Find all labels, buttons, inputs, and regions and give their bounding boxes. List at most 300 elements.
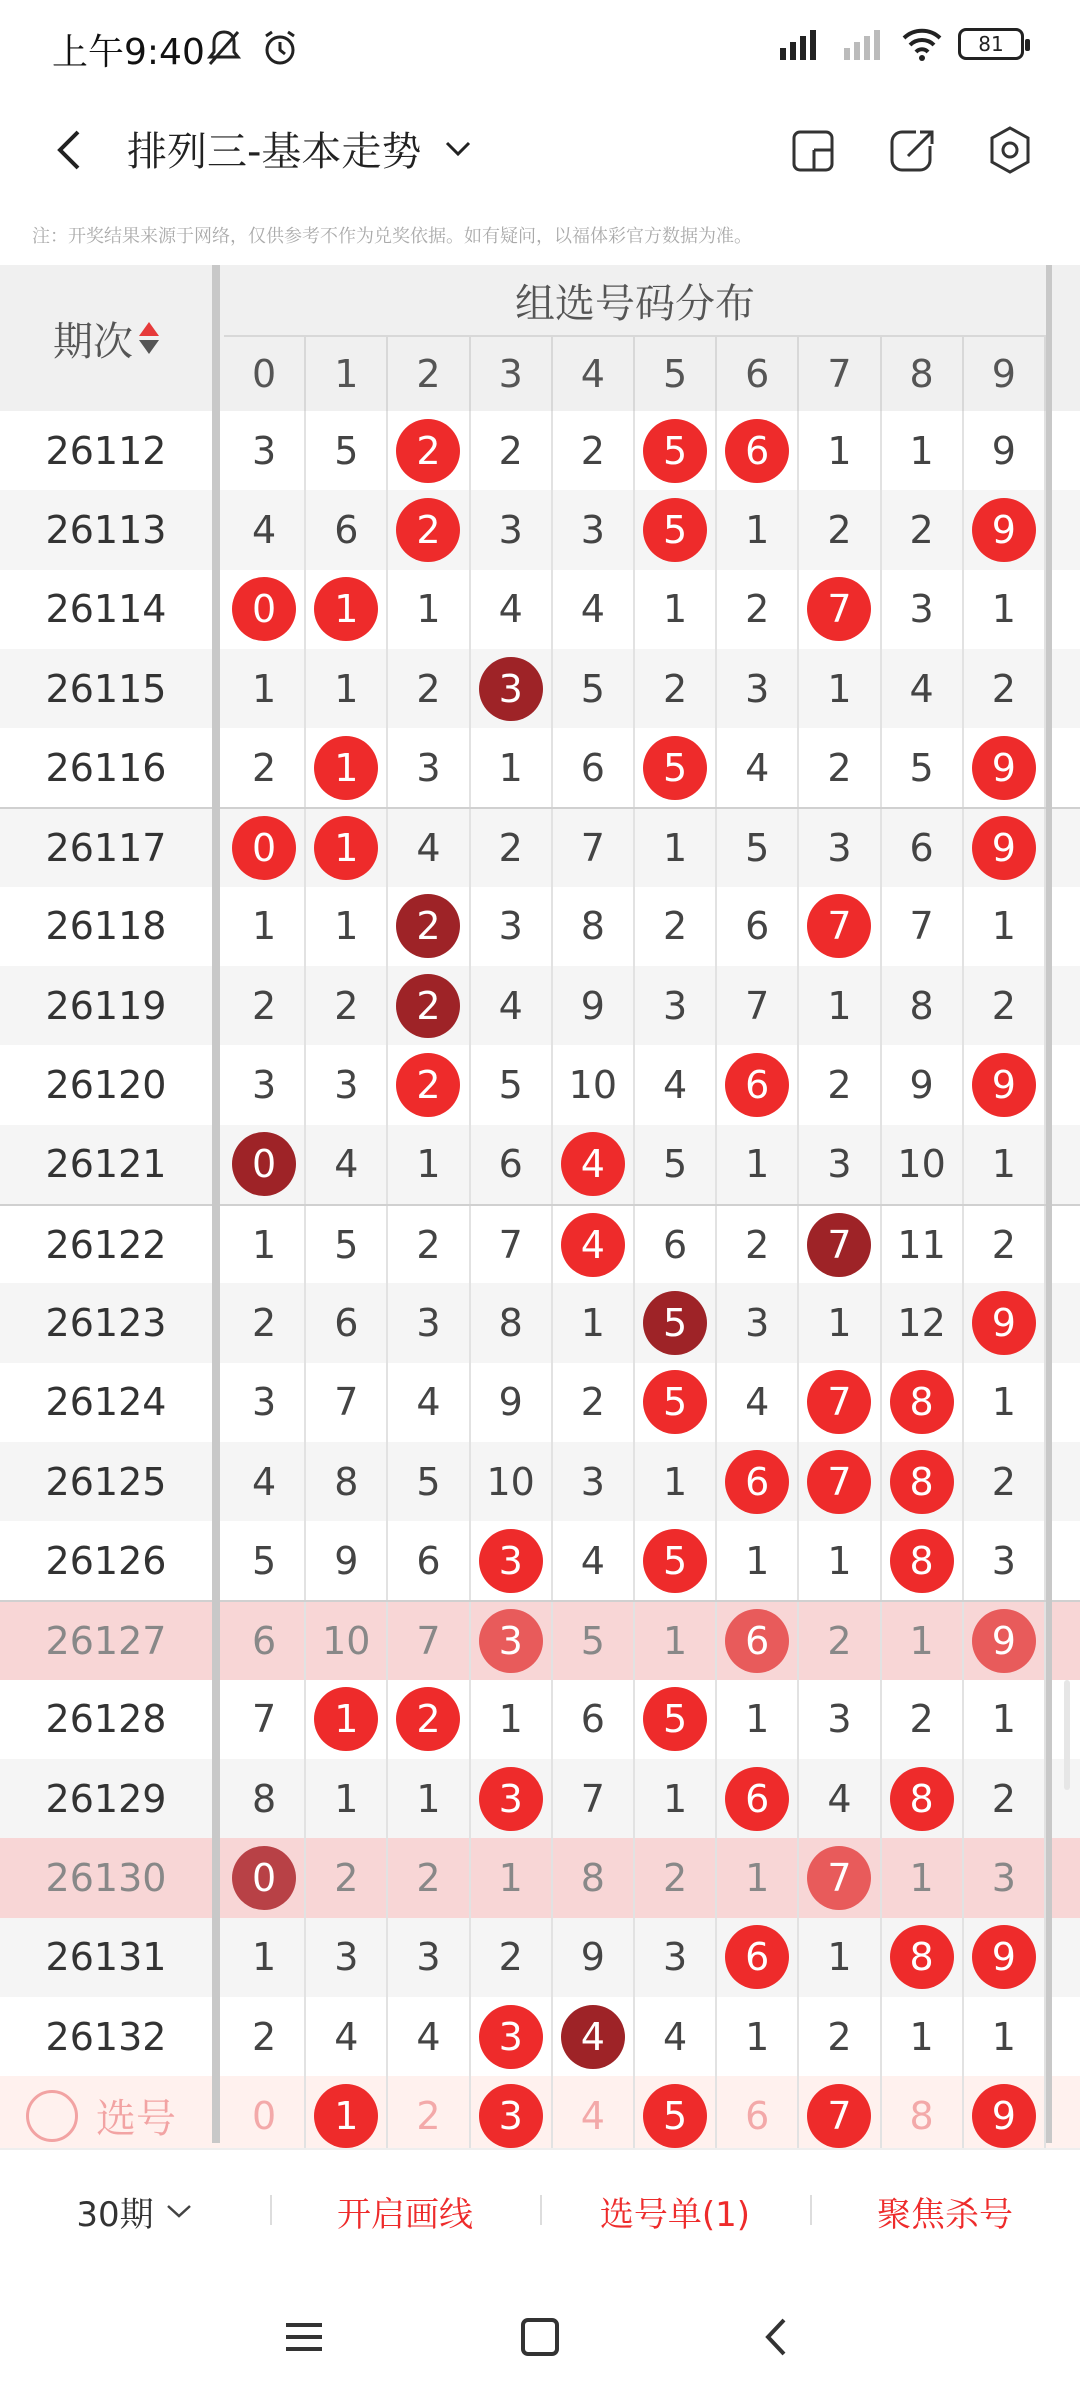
- digit-cell: [635, 1680, 717, 1759]
- focus-kill-button[interactable]: 聚焦杀号: [810, 2187, 1080, 2236]
- period-number: 26117: [45, 826, 167, 871]
- digit-cell: 1: [471, 1838, 553, 1917]
- digit-cell: 2: [635, 1838, 717, 1917]
- chevron-down-icon: [443, 139, 473, 159]
- digit-cell: 8: [553, 887, 635, 966]
- table-row[interactable]: [0, 1125, 1080, 1204]
- share-icon[interactable]: [882, 120, 942, 180]
- number-ball: 9: [972, 1609, 1036, 1673]
- digit-cell: 1: [306, 1759, 388, 1838]
- digit-cell: 7: [471, 1206, 553, 1283]
- digit-cell: 1: [882, 1997, 964, 2076]
- digit-cell: [717, 1045, 799, 1124]
- digit-cell: 1: [388, 570, 470, 649]
- digit-cell: 3: [553, 490, 635, 569]
- pick-row[interactable]: [0, 2076, 1080, 2155]
- digit-cell: 5: [553, 1602, 635, 1679]
- table-row[interactable]: [0, 1997, 1080, 2076]
- digit-cell: 6: [553, 1680, 635, 1759]
- number-ball: 2: [396, 498, 460, 562]
- digit-cell: [635, 1521, 717, 1600]
- settings-icon[interactable]: [980, 120, 1040, 180]
- number-ball: 2: [396, 974, 460, 1038]
- digit-cell: 3: [388, 728, 470, 807]
- digit-cell: 2: [964, 1759, 1046, 1838]
- digit-cell: 1: [717, 1997, 799, 2076]
- digit-cell[interactable]: [635, 2076, 717, 2155]
- digit-cell: 7: [553, 809, 635, 886]
- digit-cell: 5: [388, 1442, 470, 1521]
- digit-cell: [388, 966, 470, 1045]
- digit-cell: 1: [799, 1521, 881, 1600]
- digit-cell: [964, 1045, 1046, 1124]
- period-number: 26132: [45, 2014, 167, 2059]
- digit-cell: 10: [553, 1045, 635, 1124]
- number-ball: 4: [561, 1213, 625, 1277]
- column-divider: [212, 265, 220, 2143]
- digit-cell: 3: [635, 966, 717, 1045]
- digit-header-2: 2: [388, 337, 470, 411]
- number-ball: 7: [807, 1213, 871, 1277]
- digit-cell: 5: [717, 809, 799, 886]
- number-ball: 1: [314, 1687, 378, 1751]
- digit-cell: [799, 1206, 881, 1283]
- digit-cell: 2: [882, 1680, 964, 1759]
- app-header: [0, 100, 1080, 200]
- pick-list-button[interactable]: 选号单(1): [540, 2187, 810, 2236]
- number-ball: 5: [643, 1687, 707, 1751]
- digit-cell: 4: [388, 1997, 470, 2076]
- number-ball: 8: [890, 1450, 954, 1514]
- digit-cell: 4: [553, 1521, 635, 1600]
- digit-cell: [964, 1283, 1046, 1362]
- digit-cell: 7: [388, 1602, 470, 1679]
- digit-cell: 1: [717, 1680, 799, 1759]
- digit-cell: [471, 1602, 553, 1679]
- digit-cell: 2: [388, 1206, 470, 1283]
- digit-cell: 4: [882, 649, 964, 728]
- digit-cell: 1: [471, 728, 553, 807]
- number-ball: 0: [232, 577, 296, 641]
- digit-cell: 2: [471, 1918, 553, 1997]
- period-number: 26127: [45, 1619, 167, 1664]
- digit-cell: 6: [388, 1521, 470, 1600]
- digit-cell: 3: [224, 411, 306, 490]
- digit-cell: 4: [717, 728, 799, 807]
- digit-cell: [224, 1838, 306, 1917]
- number-ball: 9: [972, 1925, 1036, 1989]
- digit-cell: [799, 1363, 881, 1442]
- digit-header-6: 6: [717, 337, 799, 411]
- digit-cell: 1: [717, 490, 799, 569]
- digit-header-4: 4: [553, 337, 635, 411]
- table-row[interactable]: [0, 1600, 1080, 1679]
- digit-cell: 11: [882, 1206, 964, 1283]
- number-ball: 2: [396, 1053, 460, 1117]
- digit-cell: 1: [635, 1759, 717, 1838]
- period-number: 26119: [45, 983, 167, 1028]
- number-ball: 5: [643, 498, 707, 562]
- period-number: 26123: [45, 1300, 167, 1345]
- table-row[interactable]: [0, 1442, 1080, 1521]
- digit-cell[interactable]: [964, 2076, 1046, 2155]
- table-row[interactable]: [0, 1521, 1080, 1600]
- digit-cell: 6: [635, 1206, 717, 1283]
- digit-header-1: 1: [306, 337, 388, 411]
- number-ball: 1: [314, 816, 378, 880]
- digit-cell: [635, 1283, 717, 1362]
- number-ball: 6: [725, 1609, 789, 1673]
- number-ball: 7: [807, 894, 871, 958]
- digit-cell: 3: [471, 490, 553, 569]
- digit-cell: [471, 1521, 553, 1600]
- digit-cell: 1: [882, 1838, 964, 1917]
- digit-cell[interactable]: [306, 2076, 388, 2155]
- number-ball: 7: [807, 577, 871, 641]
- table-row[interactable]: [0, 411, 1080, 490]
- digit-cell: 3: [964, 1521, 1046, 1600]
- digit-cell: 1: [306, 649, 388, 728]
- digit-cell: 10: [882, 1125, 964, 1204]
- draw-lines-button[interactable]: 开启画线: [270, 2187, 540, 2236]
- table-row[interactable]: [0, 1838, 1080, 1917]
- digit-cell: [717, 1759, 799, 1838]
- period-number: 26114: [45, 587, 167, 632]
- radio-circle-icon[interactable]: [26, 2090, 78, 2142]
- table-row[interactable]: [0, 570, 1080, 649]
- number-ball: 6: [725, 419, 789, 483]
- digit-cell: 1: [471, 1680, 553, 1759]
- number-ball: 5: [643, 1529, 707, 1593]
- digit-cell: 2: [964, 966, 1046, 1045]
- digit-cell: 4: [306, 1997, 388, 2076]
- period-number: 26130: [45, 1855, 167, 1900]
- digit-cell: [799, 887, 881, 966]
- table-row[interactable]: [0, 1759, 1080, 1838]
- digit-cell: [635, 411, 717, 490]
- digit-cell: 3: [717, 1283, 799, 1362]
- digit-header-7: 7: [799, 337, 881, 411]
- alarm-icon: [260, 28, 300, 68]
- digit-cell: 9: [553, 966, 635, 1045]
- digit-cell: 6: [306, 490, 388, 569]
- digit-cell: 2: [799, 728, 881, 807]
- digit-cell: 1: [799, 966, 881, 1045]
- digit-cell: [882, 1363, 964, 1442]
- digit-cell: 1: [882, 411, 964, 490]
- digit-cell: 5: [306, 1206, 388, 1283]
- number-ball: 9: [972, 1053, 1036, 1117]
- digit-cell: 6: [717, 887, 799, 966]
- digit-cell: [388, 411, 470, 490]
- digit-cell: [964, 1918, 1046, 1997]
- number-ball: 5: [643, 419, 707, 483]
- digit-cell: 1: [553, 1283, 635, 1362]
- digit-cell: 2: [471, 411, 553, 490]
- digit-cell: [717, 1602, 799, 1679]
- wifi-icon: [900, 26, 944, 62]
- number-ball: 5: [643, 1291, 707, 1355]
- digit-cell[interactable]: [471, 2076, 553, 2155]
- signal-icon: [842, 26, 886, 62]
- digit-cell: 1: [799, 411, 881, 490]
- digit-cell: 9: [471, 1363, 553, 1442]
- number-ball: 6: [725, 1053, 789, 1117]
- digit-cell: 2: [964, 1442, 1046, 1521]
- sort-icon: [139, 322, 159, 354]
- number-ball: 8: [890, 1370, 954, 1434]
- digit-header-9: 9: [964, 337, 1046, 411]
- digit-cell: 1: [964, 570, 1046, 649]
- digit-cell: 4: [799, 1759, 881, 1838]
- page-title: 排列三-基本走势: [127, 129, 422, 175]
- digit-cell: 2: [635, 649, 717, 728]
- digit-cell: 6: [553, 728, 635, 807]
- period-number: 26131: [45, 1935, 167, 1980]
- digit-cell: [471, 649, 553, 728]
- digit-cell: 4: [306, 1125, 388, 1204]
- table-row[interactable]: [0, 807, 1080, 886]
- number-ball: 4: [561, 1132, 625, 1196]
- number-ball: 3: [479, 657, 543, 721]
- table-row[interactable]: [0, 1283, 1080, 1362]
- digit-cell: 8: [306, 1442, 388, 1521]
- period-number: 26122: [45, 1222, 167, 1267]
- table-header: [0, 265, 1080, 411]
- period-number: 26118: [45, 904, 167, 949]
- number-ball: 9: [972, 736, 1036, 800]
- digit-cell: 2: [553, 411, 635, 490]
- period-number: 26129: [45, 1776, 167, 1821]
- table-row[interactable]: [0, 1045, 1080, 1124]
- digit-cell: 8: [224, 1759, 306, 1838]
- period-number: 26116: [45, 745, 167, 790]
- digit-cell: 12: [882, 1283, 964, 1362]
- digit-cell: [964, 490, 1046, 569]
- digit-cell: 4: [471, 570, 553, 649]
- digit-cell: 2: [553, 1363, 635, 1442]
- trend-table: [0, 265, 1080, 2156]
- digit-header-row: [224, 337, 1046, 411]
- table-row[interactable]: [0, 649, 1080, 728]
- digit-cell: [964, 728, 1046, 807]
- digit-cell: 1: [388, 1125, 470, 1204]
- split-screen-icon[interactable]: [784, 120, 844, 180]
- digit-cell[interactable]: [799, 2076, 881, 2155]
- table-row[interactable]: [0, 1918, 1080, 1997]
- digit-cell: 2: [306, 966, 388, 1045]
- number-ball: 8: [890, 1925, 954, 1989]
- digit-cell: [471, 1997, 553, 2076]
- digit-cell: 1: [306, 887, 388, 966]
- digit-cell: 3: [799, 809, 881, 886]
- digit-cell: 6: [471, 1125, 553, 1204]
- number-ball: 8: [890, 1529, 954, 1593]
- digit-cell: 2: [635, 887, 717, 966]
- number-ball: 5: [643, 736, 707, 800]
- digit-cell: 3: [799, 1680, 881, 1759]
- digit-cell: 1: [964, 1125, 1046, 1204]
- table-body: [0, 411, 1080, 2156]
- digit-cell: 4: [224, 1442, 306, 1521]
- column-divider: [1046, 265, 1052, 2143]
- digit-header-5: 5: [635, 337, 717, 411]
- table-row[interactable]: [0, 1680, 1080, 1759]
- period-number: 26113: [45, 507, 167, 552]
- number-ball: 2: [396, 1687, 460, 1751]
- page-title-dropdown[interactable]: [127, 120, 473, 177]
- table-row[interactable]: [0, 966, 1080, 1045]
- digit-cell[interactable]: 2: [388, 2076, 470, 2155]
- digit-cell: [799, 570, 881, 649]
- number-ball: 7: [807, 1846, 871, 1910]
- digit-cell: [882, 1442, 964, 1521]
- signal-icon: [778, 26, 828, 62]
- digit-cell: 1: [224, 1206, 306, 1283]
- number-ball: 4: [561, 2005, 625, 2069]
- digit-cell: [717, 411, 799, 490]
- digit-cell: [882, 1521, 964, 1600]
- digit-cell: 2: [717, 570, 799, 649]
- digit-cell: 2: [224, 1283, 306, 1362]
- digit-cell: 4: [224, 490, 306, 569]
- digit-cell: 4: [553, 570, 635, 649]
- group-distribution-header: 组选号码分布: [224, 265, 1046, 337]
- number-ball: 9: [972, 1291, 1036, 1355]
- number-ball: 5: [643, 2084, 707, 2148]
- number-ball: 3: [479, 1767, 543, 1831]
- digit-cell: 1: [635, 809, 717, 886]
- digit-cell: [306, 1680, 388, 1759]
- period-number: 26124: [45, 1380, 167, 1425]
- digit-cell: 2: [799, 1602, 881, 1679]
- digit-cell: 4: [717, 1363, 799, 1442]
- digit-cell: 8: [471, 1283, 553, 1362]
- table-row[interactable]: [0, 887, 1080, 966]
- digit-cell: 1: [224, 649, 306, 728]
- digit-cell: 2: [224, 728, 306, 807]
- digit-cell: 6: [224, 1602, 306, 1679]
- table-row[interactable]: [0, 1204, 1080, 1283]
- digit-cell: 7: [306, 1363, 388, 1442]
- number-ball: 9: [972, 2084, 1036, 2148]
- number-ball: 3: [479, 2084, 543, 2148]
- digit-header-8: 8: [882, 337, 964, 411]
- period-column-header[interactable]: 期次: [0, 265, 212, 411]
- digit-cell: 3: [388, 1283, 470, 1362]
- digit-cell: 3: [882, 570, 964, 649]
- digit-cell: 6: [306, 1283, 388, 1362]
- digit-cell: 3: [388, 1918, 470, 1997]
- bottom-action-bar: [0, 2148, 1080, 2272]
- digit-cell: [224, 1125, 306, 1204]
- digit-cell: [717, 1918, 799, 1997]
- disclaimer-note: 注：开奖结果来源于网络，仅供参考不作为兑奖依据。如有疑问，以福体彩官方数据为准。: [32, 226, 752, 247]
- digit-cell: 2: [388, 649, 470, 728]
- digit-cell: 1: [799, 1283, 881, 1362]
- number-ball: 3: [479, 1609, 543, 1673]
- digit-cell: 1: [635, 1442, 717, 1521]
- digit-cell: 5: [471, 1045, 553, 1124]
- digit-cell: [635, 1363, 717, 1442]
- digit-cell: [717, 1442, 799, 1521]
- period-count-select[interactable]: 30期: [0, 2187, 270, 2236]
- digit-cell: 4: [471, 966, 553, 1045]
- digit-cell: 9: [306, 1521, 388, 1600]
- digit-cell: 4: [635, 1997, 717, 2076]
- digit-cell: 2: [799, 1997, 881, 2076]
- digit-cell: 10: [471, 1442, 553, 1521]
- digit-cell: 1: [964, 1680, 1046, 1759]
- digit-cell: [635, 728, 717, 807]
- digit-cell: 6: [882, 809, 964, 886]
- number-ball: 1: [314, 2084, 378, 2148]
- menu-icon[interactable]: [274, 2312, 334, 2362]
- period-number: 26126: [45, 1538, 167, 1583]
- digit-cell: 1: [882, 1602, 964, 1679]
- digit-cell: 8: [882, 966, 964, 1045]
- mute-icon: [206, 28, 242, 68]
- number-ball: 3: [479, 2005, 543, 2069]
- table-row[interactable]: [0, 1363, 1080, 1442]
- digit-cell: [553, 1997, 635, 2076]
- digit-header-3: 3: [471, 337, 553, 411]
- digit-cell: 3: [224, 1045, 306, 1124]
- back-arrow-icon[interactable]: [44, 122, 100, 178]
- digit-cell: 7: [717, 966, 799, 1045]
- pick-selector[interactable]: [26, 2076, 176, 2155]
- digit-cell[interactable]: 6: [717, 2076, 799, 2155]
- digit-cell: [306, 570, 388, 649]
- digit-cell: 2: [964, 649, 1046, 728]
- digit-cell: [306, 809, 388, 886]
- digit-cell: 1: [717, 1125, 799, 1204]
- nav-back-icon[interactable]: [748, 2312, 808, 2362]
- table-row[interactable]: [0, 490, 1080, 569]
- digit-cell: 3: [224, 1363, 306, 1442]
- digit-cell: 1: [964, 887, 1046, 966]
- digit-cell: 3: [717, 649, 799, 728]
- number-ball: 7: [807, 1370, 871, 1434]
- number-ball: 0: [232, 1132, 296, 1196]
- scrollbar[interactable]: [1064, 1680, 1070, 1790]
- number-ball: 6: [725, 1767, 789, 1831]
- digit-cell: 5: [553, 649, 635, 728]
- digit-cell: 1: [635, 570, 717, 649]
- digit-cell: [964, 809, 1046, 886]
- digit-cell: [471, 1759, 553, 1838]
- period-number: 26121: [45, 1142, 167, 1187]
- table-row[interactable]: [0, 728, 1080, 807]
- digit-cell: 2: [224, 1997, 306, 2076]
- home-icon[interactable]: [510, 2312, 570, 2362]
- battery-indicator: 81: [958, 28, 1024, 60]
- number-ball: 2: [396, 419, 460, 483]
- digit-cell: 3: [306, 1045, 388, 1124]
- digit-cell[interactable]: 0: [224, 2076, 306, 2155]
- digit-cell: [882, 1759, 964, 1838]
- digit-cell: 7: [224, 1680, 306, 1759]
- digit-cell: 10: [306, 1602, 388, 1679]
- period-number: 26128: [45, 1697, 167, 1742]
- number-ball: 5: [643, 1370, 707, 1434]
- status-time: 上午9:40: [52, 32, 205, 73]
- digit-cell: 7: [882, 887, 964, 966]
- digit-cell[interactable]: 8: [882, 2076, 964, 2155]
- digit-cell: 2: [306, 1838, 388, 1917]
- digit-cell: 2: [224, 966, 306, 1045]
- digit-cell[interactable]: 4: [553, 2076, 635, 2155]
